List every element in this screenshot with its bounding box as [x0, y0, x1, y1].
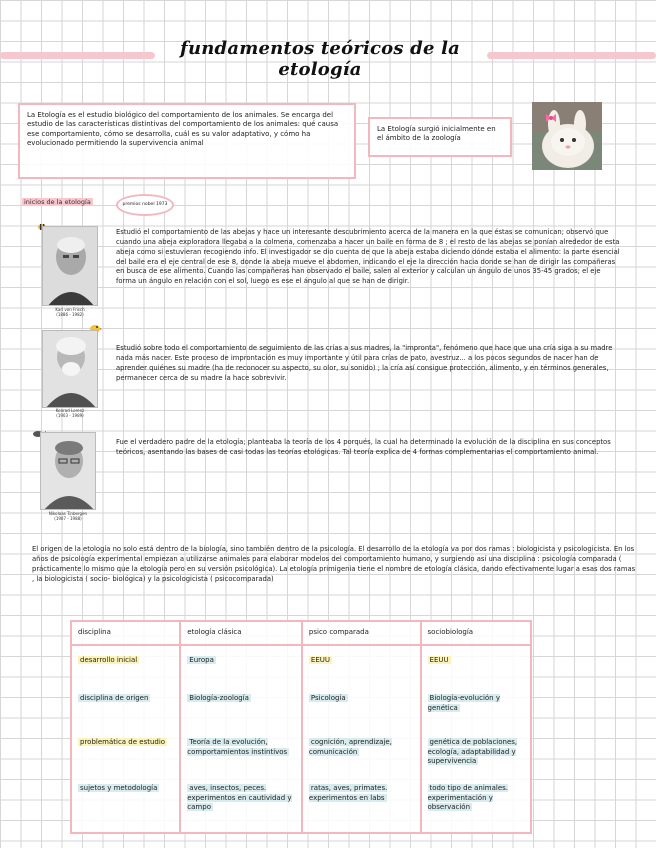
origin-text: La Etología surgió inicialmente en el ámbito de la zoología — [377, 125, 496, 143]
table-cell: ratas, aves, primates. experimentos en labs — [308, 783, 388, 802]
table-cell: todo tipo de animales. experimentación y observación — [427, 783, 509, 812]
nobel-oval — [116, 194, 174, 216]
etologia-clasica-cell — [180, 645, 302, 833]
scientist-text-karl: Estudió el comportamiento de las abejas y hace un interesante descubrimiento acerca de la manera en la que éstas se comunican; observó que cuando una abeja exploradora llegaba a la colmena, comenzaba a hacer un baile en forma de 8 ; el resto de las abejas se ponían alrededor de esta abeja como si estuvieran recogiendo info. El investigador se dio cuenta de que la abeja estaba diciendo dónde estaba el alimento: la parte esencial del baile era el eje central de ese 8, donde la abeja mueve el abdomen, indicando el eje la dirección hacia donde se han de dirigir las compañeras en busca de ese alimento. Cuando las compañeras han observado el baile, salen al exterior y calculan un ángulo de unos 35-45 grados; el eje forma un ángulo en relación con el sol, luego es ese el ángulo al que se han de dirigir. — [116, 228, 620, 286]
nobel-oval-label: premios nobel 1973 — [122, 202, 168, 207]
comparison-table — [70, 620, 532, 834]
portrait-konrad-lorenz — [42, 330, 98, 408]
page-title: fundamentos teóricos de la etología — [180, 38, 460, 80]
origin-box — [368, 117, 512, 157]
sociobiologia-cell — [421, 645, 531, 833]
table-header: etología clásica — [180, 621, 302, 645]
table-cell: genética de poblaciones, ecología, adaptabilidad y supervivencia — [427, 737, 518, 766]
section-label: inicios de la etología — [24, 198, 91, 206]
portrait-nikolaas-tinbergen — [40, 432, 96, 510]
table-cell: Biología-zoología — [189, 693, 249, 702]
scientist-text-nikolaas: Fue el verdadero padre de la etología; planteaba la teoría de los 4 porqués, la cual ha determinado la evolución de la disciplina en sus conceptos teóricos, asentando las bases de casi todas las teorías etológicas. Tal teoría explica de 4 formas complementarias el comportamiento animal. — [116, 438, 611, 456]
scientist-text-konrad: Estudió sobre todo el comportamiento de seguimiento de las crías a sus madres, la "impronta", fenómeno que hace que una cría siga a su madre nada más nacer. Este proceso de improntación es muy importante y útil para crías de pato, avestruz... a los pocos segundos de nacer han de aprender quiénes su madre (ha de reconocer su aspecto, su olor, su sonido) ; la cría así consigue protección, alimento, y en términos generales, permanecer cerca de su madre la hace sobrevivir. — [116, 344, 613, 382]
table-header: disciplina — [71, 621, 180, 645]
bunny-illustration — [532, 102, 602, 170]
row-label: desarrollo inicial — [80, 655, 138, 664]
row-labels-cell — [71, 645, 180, 833]
table-header: psico comparada — [302, 621, 421, 645]
table-cell: aves, insectos, peces. experimentos en cautividad y campo — [187, 783, 292, 812]
title-decoration-left — [0, 52, 155, 59]
row-label: sujetos y metodología — [80, 783, 158, 792]
table-cell: Teoría de la evolución, comportamientos instintivos — [187, 737, 288, 756]
row-label: problemática de estudio — [80, 737, 166, 746]
table-header-row — [71, 621, 531, 645]
table-cell: Psicología — [310, 693, 346, 702]
origin-paragraph: El origen de la etología no solo está dentro de la biología, sino también dentro de la psicología. El desarrollo de la etología va por dos ramas : biologicista y psicologicista. En los años de psicología experimental empiezan a utilizarse animales para elaborar modelos del comportamiento humano, y surgiendo así una disciplina : psicología comparada ( prácticamente lo mismo que la etología pero en su versión psicológica). La etología primigenia tiene el nombre de etología clásica, dando efectivamente lugar a esas dos ramas , la biologicista ( socio- biológica) y la psicologicista ( psicocomparada) — [32, 545, 636, 583]
table-cell: EEUU — [310, 655, 331, 664]
portrait-karl-von-frisch — [42, 226, 98, 306]
table-cell: Biología-evolución y genética — [427, 693, 500, 712]
caption-konrad: Konrad Lorenz (1903 - 1989) — [55, 408, 85, 418]
table-cell: cognición, aprendizaje, comunicación — [308, 737, 392, 756]
row-label: disciplina de origen — [80, 693, 149, 702]
table-header: sociobiología — [421, 621, 531, 645]
intro-box — [18, 103, 356, 179]
table-body-row — [71, 645, 531, 833]
title-decoration-right — [487, 52, 656, 59]
psico-comparada-cell — [302, 645, 421, 833]
caption-karl: Karl von Frisch (1886 - 1982) — [55, 307, 85, 317]
intro-text: La Etología es el estudio biológico del comportamiento de los animales. Se encarga del estudio de las características distintivas del comportamiento de los animales: qué causa ese comportamiento, cómo se desarrolla, cuál es su valor adaptativo, y cómo ha evolucionado permitiendo la supervivencia animal — [27, 111, 339, 148]
table-cell: EEUU — [429, 655, 449, 664]
bunny-photo — [532, 102, 602, 170]
caption-nikolaas: Nikolaas Tinbergen (1907 - 1988) — [48, 511, 88, 521]
table-cell: Europa — [189, 655, 214, 664]
